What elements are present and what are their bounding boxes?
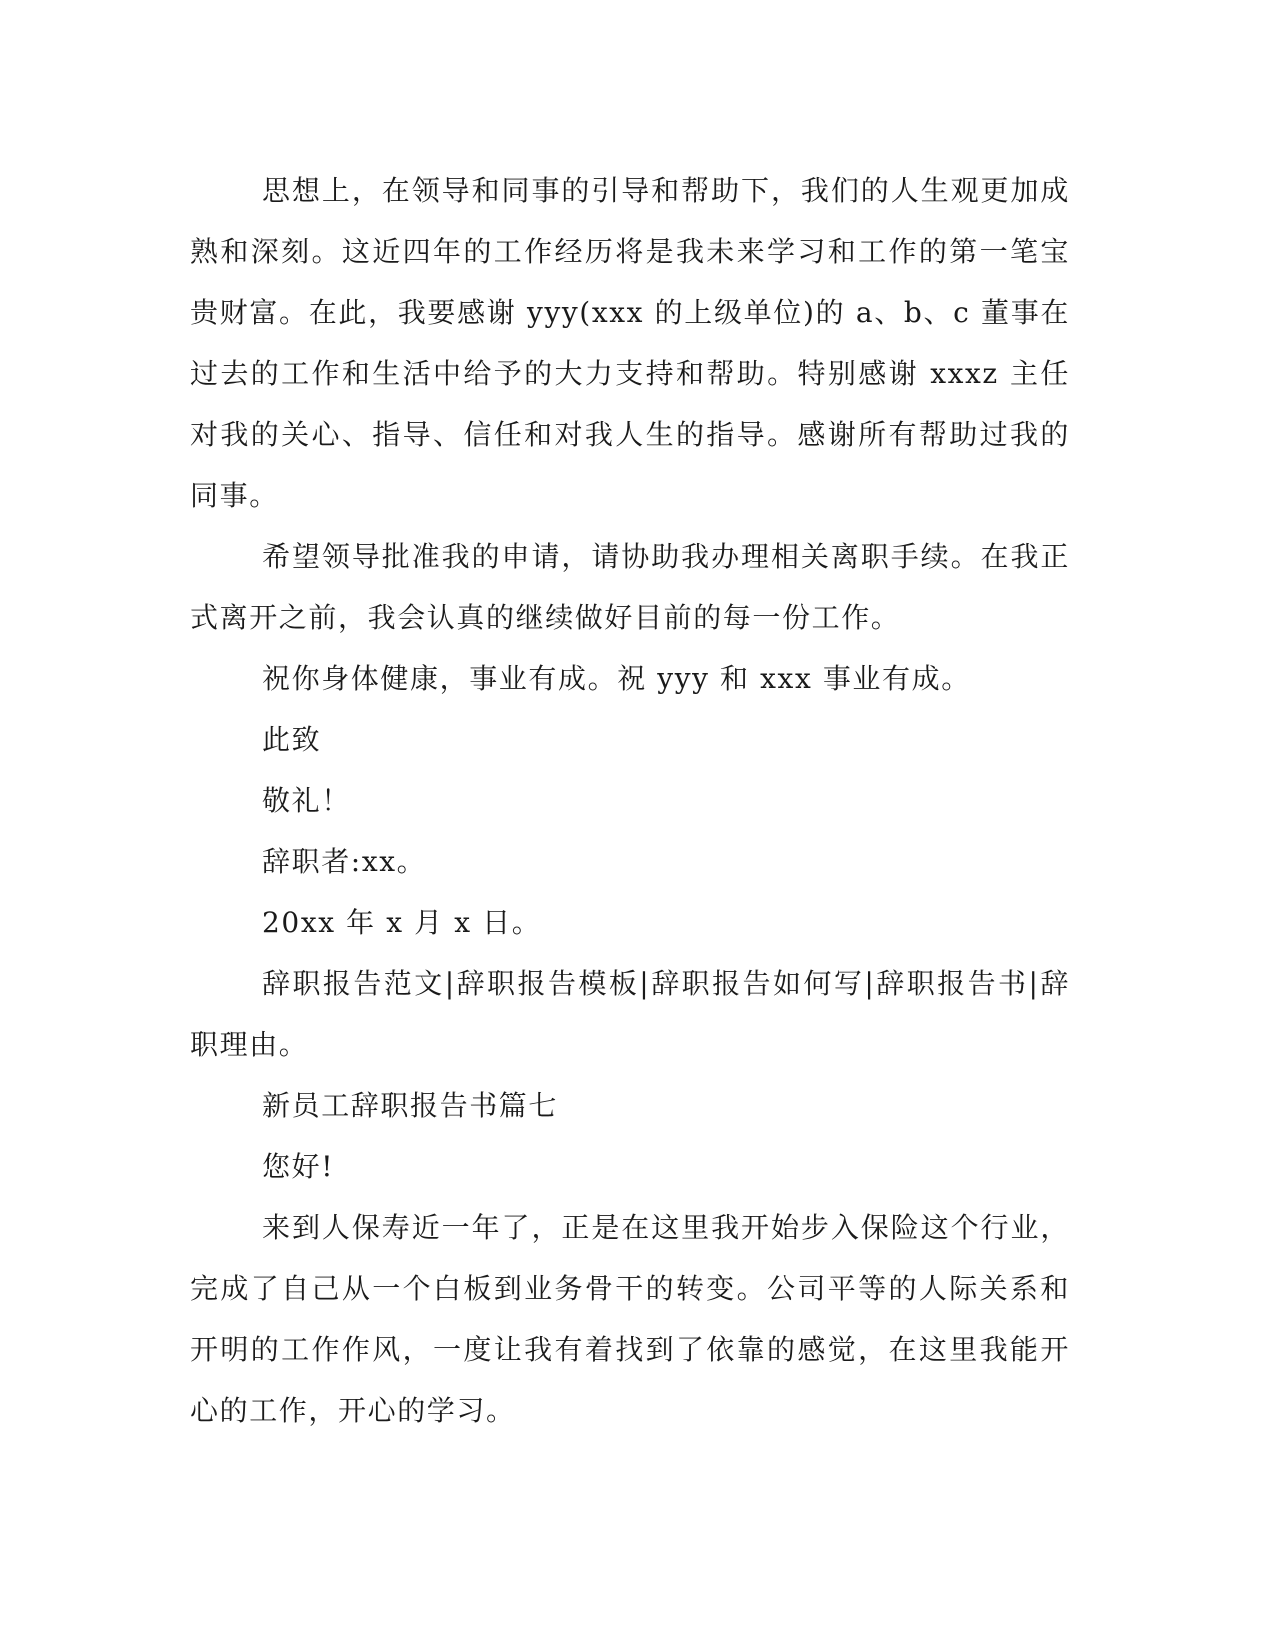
paragraph-gratitude: 思想上，在领导和同事的引导和帮助下，我们的人生观更加成熟和深刻。这近四年的工作经历将是我未来学习和工作的第一笔宝贵财富。在此，我要感谢 yyy(xxx 的上级单位)的 a、b、c 董事在过去的工作和生活中给予的大力支持和帮助。特别感谢 xxxz 主任对我的关心、指导、信任和对我人生的指导。感谢所有帮助过我的同事。 [190,174,1070,512]
closing-regards: 敬礼！ [262,784,351,817]
section-heading: 新员工辞职报告书篇七 [262,1089,559,1122]
document-body [190,160,1070,1441]
greeting: 您好! [262,1150,335,1183]
closing-salutation: 此致 [262,723,322,756]
related-topics-line: 辞职报告范文|辞职报告模板|辞职报告如何写|辞职报告书|辞职理由。 [190,967,1070,1061]
signature-line: 辞职者:xx。 [262,845,427,878]
paragraph-introduction: 来到人保寿近一年了，正是在这里我开始步入保险这个行业，完成了自己从一个白板到业务骨干的转变。公司平等的人际关系和开明的工作作风，一度让我有着找到了依靠的感觉，在这里我能开心的工作，开心的学习。 [190,1211,1070,1427]
date-line: 20xx 年 x 月 x 日。 [262,906,542,939]
paragraph-request: 希望领导批准我的申请，请协助我办理相关离职手续。在我正式离开之前，我会认真的继续做好目前的每一份工作。 [190,540,1070,634]
paragraph-wishes: 祝你身体健康，事业有成。祝 yyy 和 xxx 事业有成。 [262,662,971,695]
